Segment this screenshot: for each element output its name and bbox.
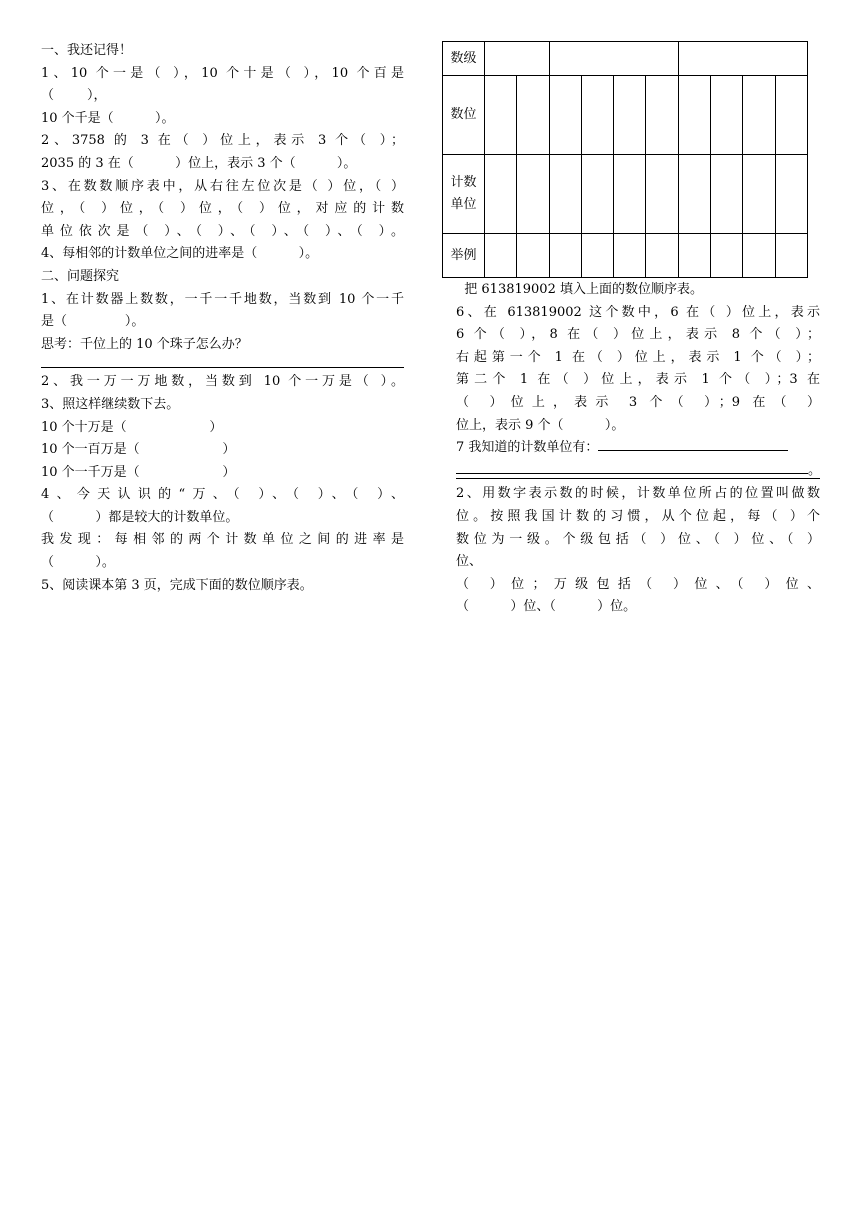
table-cell[interactable] xyxy=(485,234,517,278)
table-cell[interactable] xyxy=(743,155,775,234)
table-cell[interactable] xyxy=(711,234,743,278)
table-cell[interactable] xyxy=(517,76,549,155)
question-line: 2、我一万一万地数，当数到 10 个一万是（ ）。 xyxy=(41,374,404,390)
table-cell[interactable] xyxy=(678,234,710,278)
table-cell[interactable] xyxy=(581,234,613,278)
left-column xyxy=(41,40,404,597)
row-header-label: 计数单位 xyxy=(450,175,477,212)
question-line: 3、照这样继续数下去。 xyxy=(41,396,180,412)
answer-line-row xyxy=(456,460,820,483)
section-heading: 一、我还记得！ xyxy=(41,43,133,58)
row-header xyxy=(443,155,485,234)
table-row xyxy=(443,76,808,155)
question-line: 2、用数字表示数的时候，计数单位所占的位置叫做数 xyxy=(456,486,820,502)
question-line: 4、今天认识的“万、（ ）、（ ）、（ ）、 xyxy=(41,487,404,503)
question-line: （ ）， xyxy=(41,88,107,104)
section-heading: 二、问题探究 xyxy=(41,268,120,284)
question-line: （ ）。 xyxy=(41,555,115,571)
question-line: 单位依次是（ ）、（ ）、（ ）、（ ）、（ ）。 xyxy=(41,223,404,239)
question-line: 3、在数数顺序表中，从右往左位次是（ ）位，（ ） xyxy=(41,178,404,194)
question-line: （ ）位；万级包括（ ）位、（ ）位、 xyxy=(456,576,820,592)
table-cell[interactable] xyxy=(485,155,517,234)
answer-line xyxy=(41,366,404,368)
table-cell[interactable] xyxy=(678,155,710,234)
question-line: 6 个（ ），8 在（ ）位上，表示 8 个（ ）； xyxy=(456,327,820,343)
question-line: （ ）位上，表示 3 个（ ）；9 在（ ） xyxy=(456,394,820,410)
row-header: 举例 xyxy=(443,234,485,278)
question-line: 10 个一千万是（ ） xyxy=(41,464,236,480)
table-cell[interactable] xyxy=(775,76,807,155)
question-line xyxy=(456,437,820,460)
table-cell[interactable] xyxy=(743,234,775,278)
question-line: 是（ ）。 xyxy=(41,314,145,330)
table-cell[interactable] xyxy=(614,155,646,234)
question-line: （ ）都是较大的计数单位。 xyxy=(41,509,239,525)
period-mark: 。 xyxy=(808,462,822,478)
question-line: 位。按照我国计数的习惯，从个位起，每（ ）个 xyxy=(456,508,820,524)
table-cell[interactable] xyxy=(517,234,549,278)
place-value-table xyxy=(442,41,808,278)
question-line: 思考：千位上的 10 个珠子怎么办？ xyxy=(41,336,248,352)
question-line: 右起第一个 1 在（ ）位上，表示 1 个（ ）； xyxy=(456,349,820,365)
table-cell[interactable] xyxy=(646,234,678,278)
table-row xyxy=(443,234,808,278)
question-line: 2、3758 的 3 在（ ）位上，表示 3 个（ ）； xyxy=(41,133,404,149)
question-line: 1、10 个一是（ ），10 个十是（ ），10 个百是 xyxy=(41,65,404,81)
question-line: 10 个十万是（ ） xyxy=(41,419,223,435)
question-line: 10 个一百万是（ ） xyxy=(41,442,236,458)
question-line: 位、 xyxy=(456,554,483,570)
question-line: 位，（ ）位，（ ）位，（ ）位，对应的计数 xyxy=(41,201,404,217)
table-cell[interactable] xyxy=(775,155,807,234)
question-line: 1、在计数器上数数，一千一千地数，当数到 10 个一千 xyxy=(41,291,404,307)
table-cell[interactable] xyxy=(646,76,678,155)
question-line: 4、每相邻的计数单位之间的进率是（ ）。 xyxy=(41,246,319,262)
question-line: 数位为一级。个级包括（ ）位、（ ）位、（ ） xyxy=(456,531,820,547)
table-cell[interactable] xyxy=(743,76,775,155)
question-text: 7 我知道的计数单位有： xyxy=(456,440,599,456)
question-line: 10 个千是（ ）。 xyxy=(41,110,175,126)
answer-line xyxy=(598,440,788,451)
table-cell[interactable] xyxy=(614,234,646,278)
question-line: 5、阅读课本第 3 页，完成下面的数位顺序表。 xyxy=(41,577,313,593)
table-row xyxy=(443,155,808,234)
question-line: 第二个 1 在（ ）位上，表示 1 个（ ）；3 在 xyxy=(456,372,820,388)
table-cell[interactable] xyxy=(549,76,581,155)
table-cell[interactable] xyxy=(517,155,549,234)
table-cell[interactable] xyxy=(485,42,550,76)
question-line: 把 613819002 填入上面的数位顺序表。 xyxy=(456,282,703,297)
table-cell[interactable] xyxy=(581,155,613,234)
table-cell[interactable] xyxy=(711,76,743,155)
table-cell[interactable] xyxy=(711,155,743,234)
table-cell[interactable] xyxy=(581,76,613,155)
answer-line xyxy=(456,463,808,474)
question-line: 2035 的 3 在（ ）位上，表示 3 个（ ）。 xyxy=(41,155,357,171)
question-line: 我发现：每相邻的两个计数单位之间的进率是 xyxy=(41,532,404,548)
row-header: 数位 xyxy=(443,76,485,155)
table-cell[interactable] xyxy=(775,234,807,278)
question-line: 6、在 613819002 这个数中，6 在（ ）位上，表示 xyxy=(456,304,820,320)
table-cell[interactable] xyxy=(678,76,710,155)
table-cell[interactable] xyxy=(549,234,581,278)
right-column xyxy=(456,279,820,619)
question-line: 位上，表示 9 个（ ）。 xyxy=(456,417,625,433)
question-line: （ ）位、（ ）位。 xyxy=(456,599,637,615)
table-cell[interactable] xyxy=(646,155,678,234)
row-header: 数级 xyxy=(443,42,485,76)
table-cell[interactable] xyxy=(614,76,646,155)
table-cell[interactable] xyxy=(485,76,517,155)
table-row xyxy=(443,42,808,76)
table-cell[interactable] xyxy=(549,155,581,234)
table-cell[interactable] xyxy=(549,42,678,76)
table-cell[interactable] xyxy=(678,42,807,76)
